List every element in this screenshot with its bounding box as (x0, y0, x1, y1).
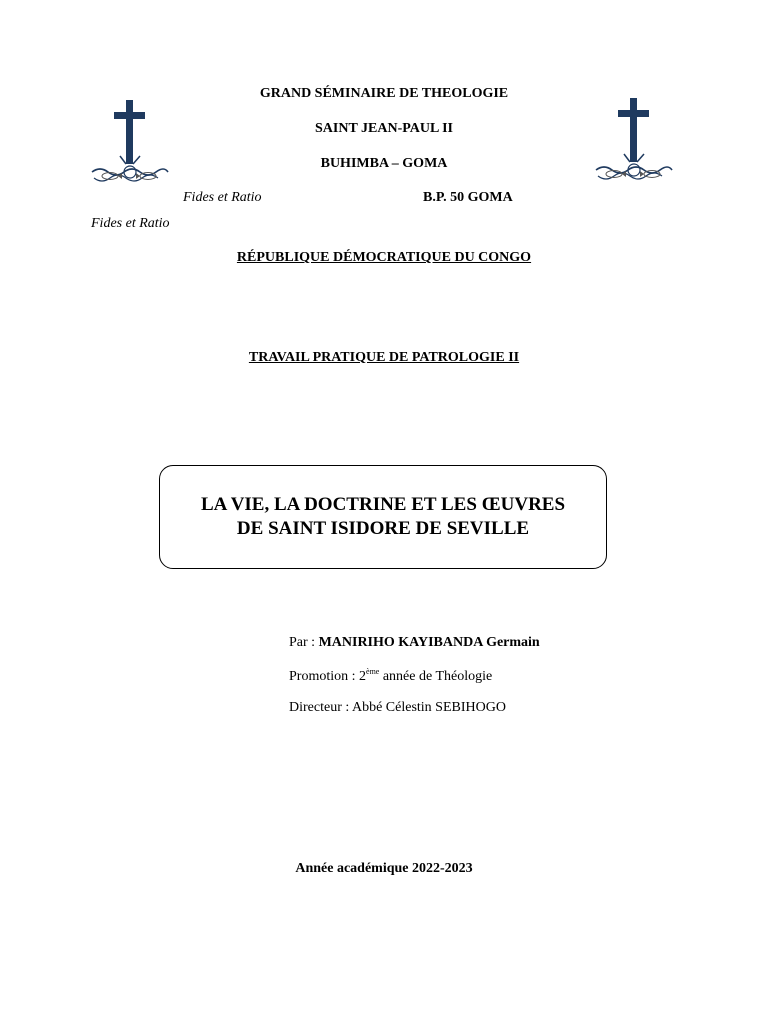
motto-right: Fides et Ratio (183, 190, 262, 205)
country-name: RÉPUBLIQUE DÉMOCRATIQUE DU CONGO (236, 250, 532, 265)
title-line-2: DE SAINT ISIDORE DE SEVILLE (236, 518, 530, 539)
motto-left: Fides et Ratio (91, 216, 170, 231)
promotion-rest: année de Théologie (379, 669, 493, 684)
author-name: MANIRIHO KAYIBANDA Germain (318, 635, 540, 650)
promotion-label: Promotion : 2 (289, 669, 367, 684)
promotion-line (289, 667, 492, 685)
postal-box: B.P. 50 GOMA (423, 190, 513, 205)
institution-subtitle: SAINT JEAN-PAUL II (315, 121, 453, 136)
author-line (289, 635, 540, 651)
author-label: Par : (289, 635, 319, 650)
title-line-1: LA VIE, LA DOCTRINE ET LES ŒUVRES (200, 494, 566, 515)
cross-fish-emblem-icon-right (594, 96, 674, 192)
cross-fish-emblem-icon-left (90, 98, 170, 194)
promotion-superscript: ème (366, 667, 380, 676)
academic-year: Année académique 2022-2023 (295, 861, 473, 876)
director-line: Directeur : Abbé Célestin SEBIHOGO (289, 700, 506, 715)
course-title: TRAVAIL PRATIQUE DE PATROLOGIE II (248, 350, 520, 365)
institution-name: GRAND SÉMINAIRE DE THEOLOGIE (259, 86, 509, 101)
institution-location: BUHIMBA – GOMA (320, 156, 448, 171)
title-box (159, 465, 607, 569)
